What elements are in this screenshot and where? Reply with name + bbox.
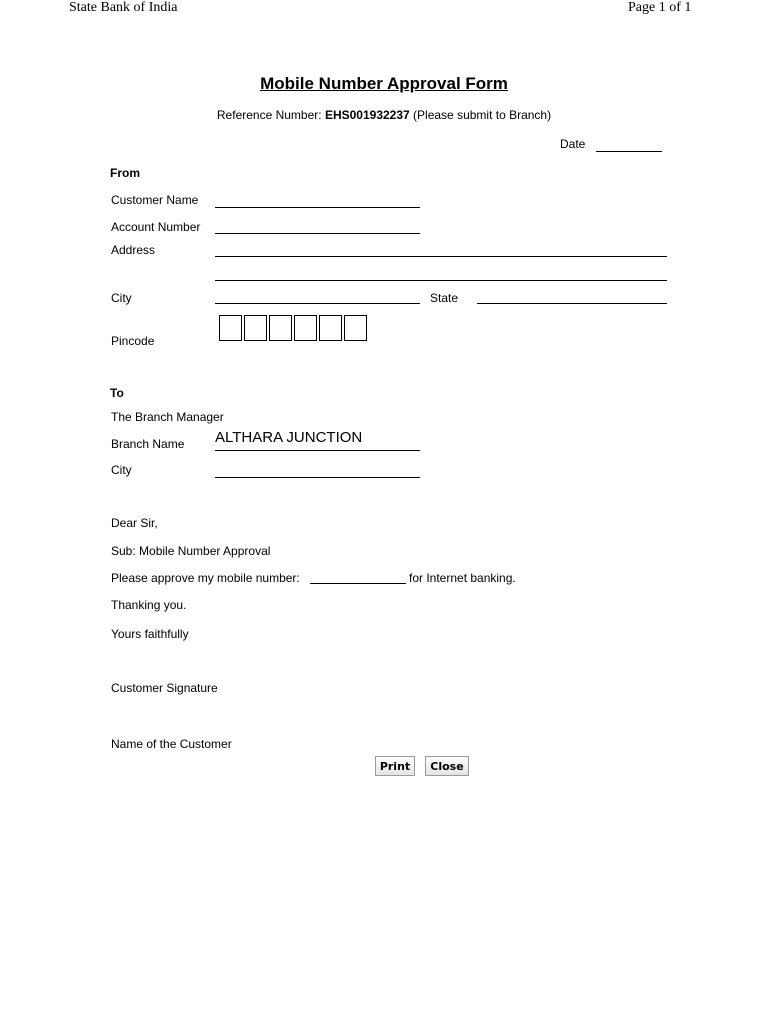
signature-label: Customer Signature — [111, 681, 218, 695]
pincode-box[interactable] — [294, 315, 317, 341]
branch-name-label: Branch Name — [111, 437, 185, 451]
address-label: Address — [111, 243, 156, 257]
branch-name-line — [215, 450, 420, 451]
pincode-box[interactable] — [269, 315, 292, 341]
customer-name-label: Customer Name — [111, 193, 199, 207]
mobile-number-line[interactable] — [310, 583, 406, 584]
to-city-label: City — [111, 463, 132, 477]
bank-name: State Bank of India — [69, 0, 178, 15]
state-label: State — [430, 291, 459, 305]
thanks-line: Thanking you. — [111, 598, 187, 612]
recipient-label: The Branch Manager — [111, 410, 224, 424]
form-title: Mobile Number Approval Form — [260, 74, 508, 93]
from-city-label: City — [111, 291, 132, 305]
address-line-1[interactable] — [215, 256, 667, 257]
customer-name-line[interactable] — [215, 207, 420, 208]
from-heading: From — [110, 166, 140, 180]
pincode-label: Pincode — [111, 334, 155, 348]
from-city-line[interactable] — [215, 303, 420, 304]
account-number-label: Account Number — [111, 220, 201, 234]
reference-prefix: Reference Number: — [216, 108, 322, 122]
request-prefix: Please approve my mobile number: — [111, 571, 300, 585]
reference-number: EHS001932237 — [324, 108, 410, 122]
to-city-line[interactable] — [215, 477, 420, 478]
subject-line: Sub: Mobile Number Approval — [111, 544, 271, 558]
print-button[interactable]: Print — [375, 756, 415, 776]
address-line-2[interactable] — [215, 280, 667, 281]
customer-name-footer-label: Name of the Customer — [111, 737, 232, 751]
branch-name-value: ALTHARA JUNCTION — [215, 429, 363, 446]
pincode-box[interactable] — [344, 315, 367, 341]
salutation: Dear Sir, — [111, 516, 158, 530]
reference-suffix: (Please submit to Branch) — [413, 108, 552, 122]
date-label: Date — [560, 137, 586, 151]
pincode-box[interactable] — [219, 315, 242, 341]
pincode-box[interactable] — [244, 315, 267, 341]
page-indicator: Page 1 of 1 — [628, 0, 692, 15]
state-line[interactable] — [477, 303, 667, 304]
close-button[interactable]: Close — [425, 756, 469, 776]
closing-line: Yours faithfully — [111, 627, 189, 641]
to-heading: To — [110, 386, 124, 400]
pincode-box[interactable] — [319, 315, 342, 341]
request-suffix: for Internet banking. — [409, 571, 516, 585]
account-number-line[interactable] — [215, 233, 420, 234]
reference-line — [0, 108, 768, 122]
date-line[interactable] — [596, 151, 662, 152]
